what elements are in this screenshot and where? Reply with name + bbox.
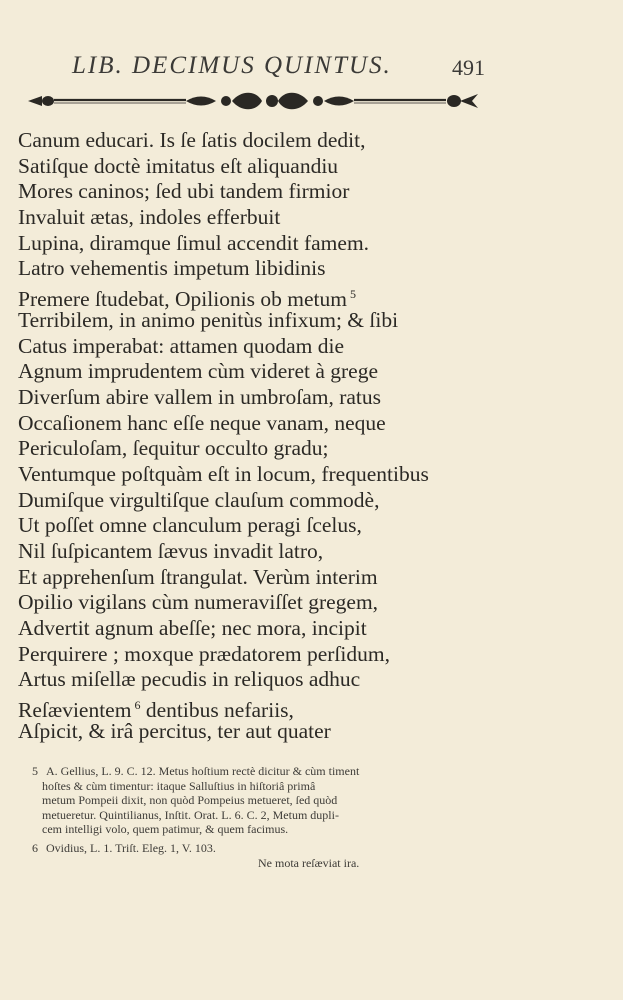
footnote-line xyxy=(32,856,472,871)
verse-line-text: Mores caninos; ſed ubi tandem firmior xyxy=(18,179,350,204)
verse-line-text: Ventumque poſtquàm eſt in locum, frequentibus xyxy=(18,461,429,486)
footnote-line xyxy=(32,822,472,837)
verse-line-text: Periculoſam, ſequitur occulto gradu; xyxy=(18,436,329,461)
footnote-line xyxy=(32,808,472,823)
verse-line-continuation: dentibus nefariis, xyxy=(145,698,294,723)
verse-line xyxy=(18,308,518,334)
verse-line xyxy=(18,334,518,360)
verse-line-text: Satiſque doctè imitatus eſt aliquandiu xyxy=(18,153,339,178)
footnote-text: Ne mota reſæviat ira. xyxy=(258,855,360,870)
verse-line-text: Diverſum abire vallem in umbroſam, ratus xyxy=(18,384,382,409)
verse-line xyxy=(18,436,518,462)
verse-line xyxy=(18,411,518,437)
verse-line xyxy=(18,488,518,514)
page-number: 491 xyxy=(452,55,485,80)
verse-line-text: Et apprehenſum ſtrangulat. Verùm interim xyxy=(18,564,378,589)
verse-line-text: Terribilem, in animo penitùs infixum; & ſibi xyxy=(18,307,399,332)
verse-line-text: Ut poſſet omne clanculum peragi ſcelus, xyxy=(18,513,362,538)
verse-line-text: Advertit agnum abeſſe; nec mora, incipit xyxy=(18,616,367,641)
verse-line xyxy=(18,719,518,745)
verse-line-text: Lupina, diramque ſimul accendit famem. xyxy=(18,230,370,255)
verse-line-text: Nil ſuſpicantem ſævus invadit latro, xyxy=(18,539,324,563)
verse-line-text: Dumiſque virgultiſque clauſum commodè, xyxy=(18,487,380,512)
verse-line xyxy=(18,205,518,231)
verse-line xyxy=(18,282,518,312)
footnote-text: hoſtes & cùm timentur: itaque Salluſtius in hiſtoriâ primâ xyxy=(42,778,316,793)
verse-line xyxy=(18,128,518,154)
footnote-marker: 5 xyxy=(350,287,357,302)
verse-line xyxy=(18,385,518,411)
ornamental-rule xyxy=(26,90,482,112)
running-title: LIB. DECIMUS QUINTUS. xyxy=(72,52,392,79)
verse-line xyxy=(18,693,518,723)
footnote-line xyxy=(32,779,472,794)
verse-line xyxy=(18,642,518,668)
footnote-marker: 6 xyxy=(134,698,141,713)
footnote-line xyxy=(32,841,472,856)
verse-line-text: Agnum imprudentem cùm videret à grege xyxy=(18,359,379,384)
verse-line xyxy=(18,154,518,180)
verse-line-text: Catus imperabat: attamen quodam die xyxy=(18,333,344,358)
verse-line-text: Canum educari. Is ſe ſatis docilem dedit, xyxy=(18,128,366,152)
verse-line-text: Perquirere ; moxque prædatorem perſidum, xyxy=(18,641,390,666)
verse-line xyxy=(18,667,518,693)
footnote-text: A. Gellius, L. 9. C. 12. Metus hoſtium rectè dicitur & cùm timent xyxy=(46,764,360,778)
verse-line-text: Occaſionem hanc eſſe neque vanam, neque xyxy=(18,410,386,435)
footnotes xyxy=(32,764,472,874)
footnote xyxy=(32,764,472,837)
footnote-text: metum Pompeii dixit, non quòd Pompeius metueret, ſed quòd xyxy=(42,793,338,808)
footnote-number: 5 xyxy=(32,764,38,778)
verse-line xyxy=(18,513,518,539)
verse-line-text: Artus miſellæ pecudis in reliquos adhuc xyxy=(18,667,361,692)
verse-line-text: Premere ſtudebat, Opilionis ob metum xyxy=(18,287,348,312)
verse-line-text: Opilio vigilans cùm numeraviſſet gregem, xyxy=(18,590,379,615)
verse-line xyxy=(18,565,518,591)
verse-line xyxy=(18,256,518,282)
verse-line-text: Aſpicit, & irâ percitus, ter aut quater xyxy=(18,718,331,743)
footnote xyxy=(32,841,472,870)
footnote-number: 6 xyxy=(32,840,38,855)
verse-text xyxy=(18,128,518,745)
verse-line xyxy=(18,590,518,616)
footnote-line xyxy=(32,793,472,808)
verse-line xyxy=(18,539,518,565)
verse-line-text: Latro vehementis impetum libidinis xyxy=(18,256,326,281)
footnote-text: metueretur. Quintilianus, Inſtit. Orat. L. 6. C. 2, Metum dupli- xyxy=(42,807,339,822)
verse-line-text: Reſævientem xyxy=(18,698,132,723)
verse-line xyxy=(18,359,518,385)
verse-line-text: Invaluit ætas, indoles efferbuit xyxy=(18,205,281,230)
footnote-text: cem intelligi volo, quem patimur, & quem facimus. xyxy=(42,822,289,837)
footnote-text: Ovidius, L. 1. Triſt. Eleg. 1, V. 103. xyxy=(46,840,216,855)
verse-line xyxy=(18,616,518,642)
verse-line xyxy=(18,462,518,488)
footnote-line xyxy=(32,764,472,779)
verse-line xyxy=(18,231,518,257)
verse-line xyxy=(18,179,518,205)
